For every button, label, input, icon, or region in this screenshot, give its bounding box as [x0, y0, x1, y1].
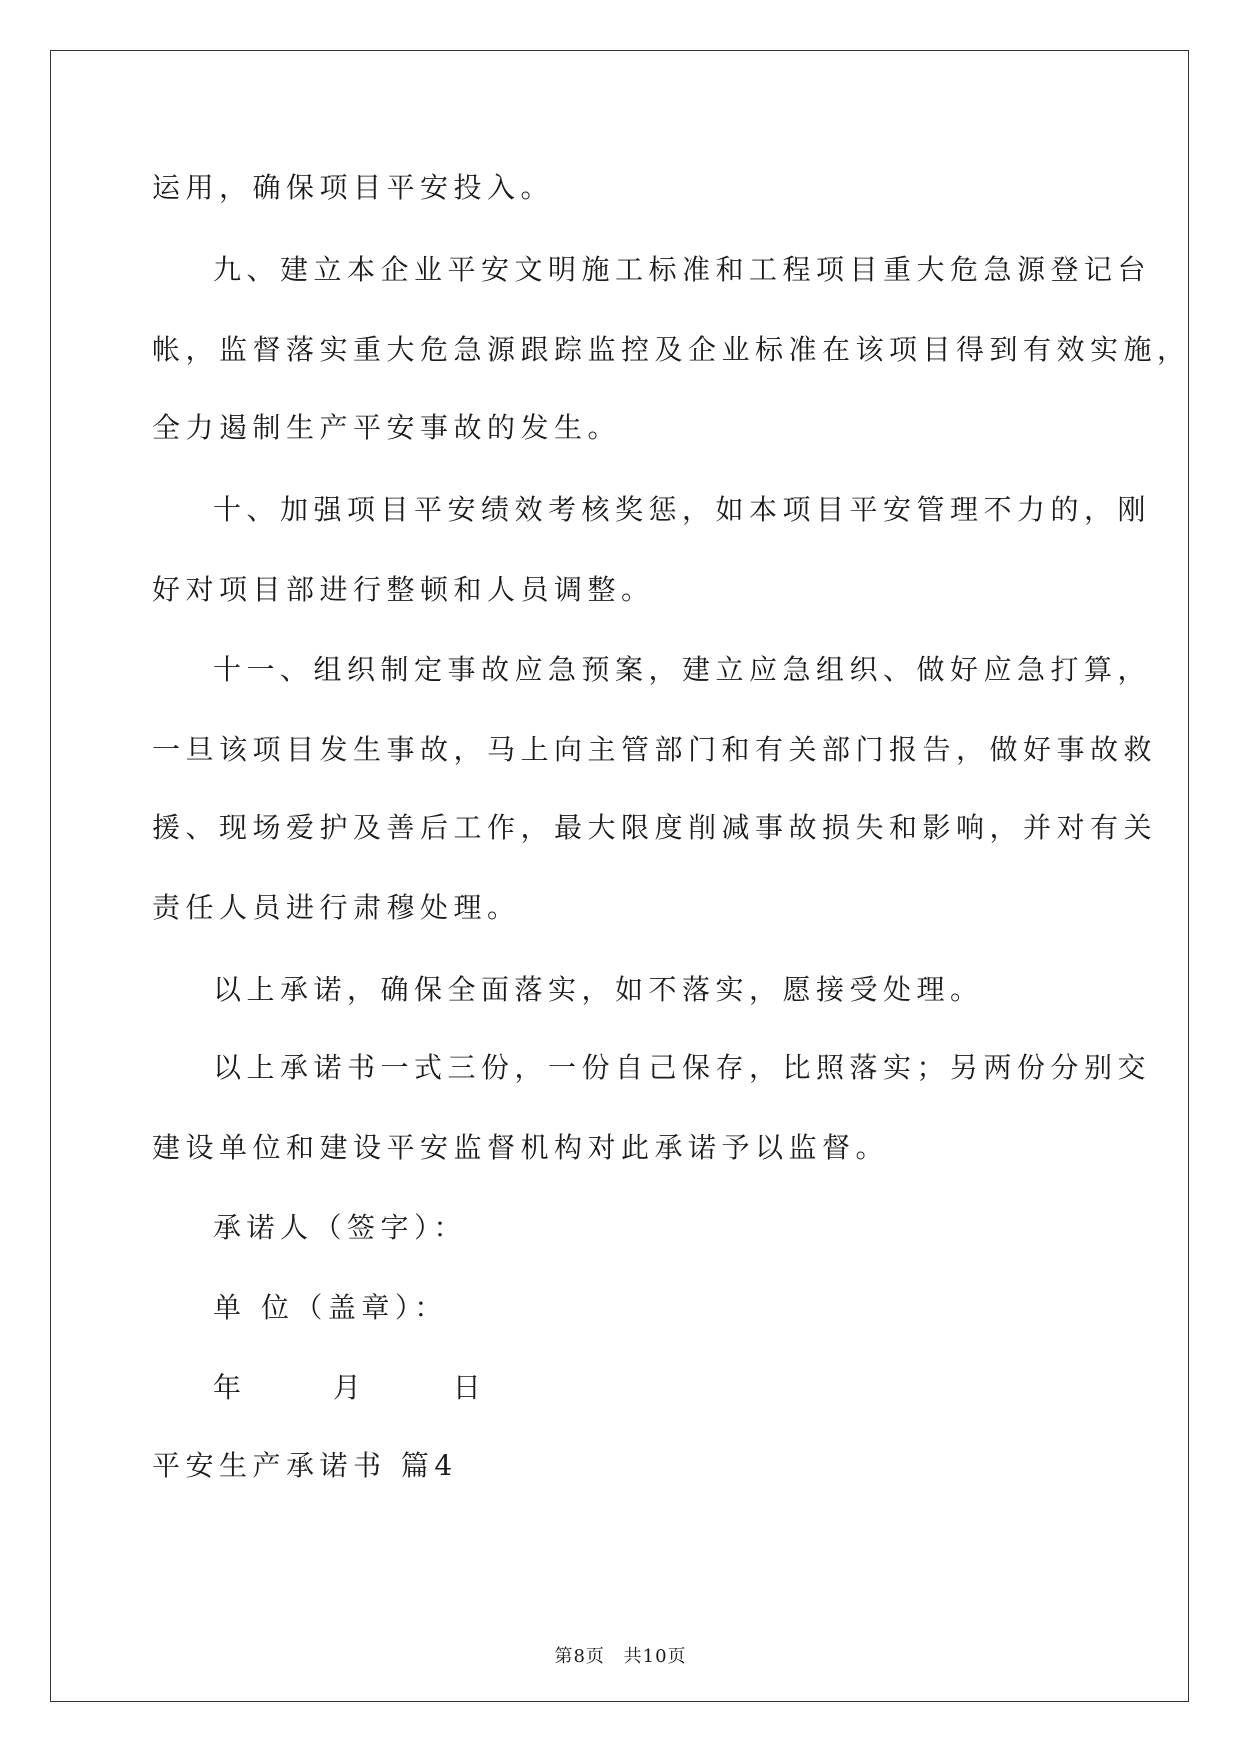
- paragraph-line: 以上承诺，确保全面落实，如不落实，愿接受处理。: [213, 973, 984, 1006]
- signature-label: 承诺人（签字）：: [213, 1211, 468, 1244]
- paragraph-line: 十一、组织制定事故应急预案，建立应急组织、做好应急打算，: [213, 653, 1152, 686]
- paragraph-line: 十、加强项目平安绩效考核奖惩，如本项目平安管理不力的，刚: [213, 493, 1152, 526]
- paragraph-line: 一旦该项目发生事故，马上向主管部门和有关部门报告，做好事故救: [152, 733, 1158, 766]
- paragraph-line: 以上承诺书一式三份，一份自己保存，比照落实；另两份分别交: [213, 1051, 1152, 1084]
- paragraph-line: 九、建立本企业平安文明施工标准和工程项目重大危急源登记台: [213, 253, 1152, 286]
- date-label: 年 月 日: [213, 1371, 487, 1404]
- seal-label: 单 位（盖章）：: [213, 1291, 448, 1324]
- paragraph-line: 全力遏制生产平安事故的发生。: [152, 411, 622, 444]
- paragraph-line: 援、现场爱护及善后工作，最大限度削减事故损失和影响，并对有关: [152, 811, 1158, 844]
- paragraph-line: 好对项目部进行整顿和人员调整。: [152, 573, 655, 606]
- paragraph-line: 责任人员进行肃穆处理。: [152, 891, 521, 924]
- paragraph-line: 帐，监督落实重大危急源跟踪监控及企业标准在该项目得到有效实施，: [152, 333, 1191, 366]
- page-number: 第8页: [554, 1646, 605, 1667]
- section-heading: 平安生产承诺书 篇4: [152, 1449, 458, 1482]
- paragraph-line: 建设单位和建设平安监督机构对此承诺予以监督。: [152, 1131, 890, 1164]
- page-total: 共10页: [623, 1646, 687, 1667]
- page-footer: [0, 1645, 1241, 1669]
- paragraph-line: 运用，确保项目平安投入。: [152, 171, 555, 204]
